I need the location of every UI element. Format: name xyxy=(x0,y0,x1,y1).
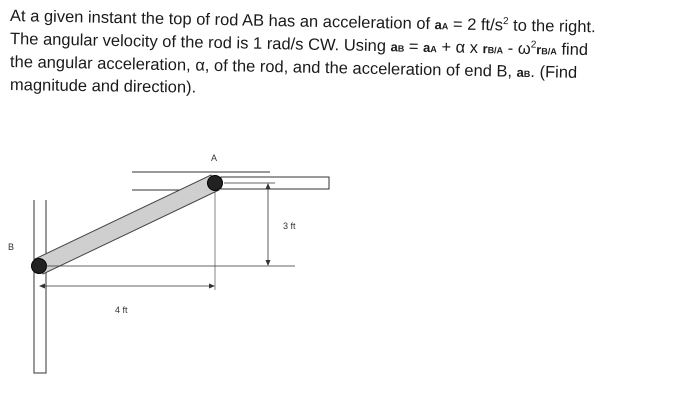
superscript: 2 xyxy=(502,15,509,28)
symbol-alpha: α xyxy=(195,56,206,75)
text-segment: - xyxy=(502,39,518,58)
symbol-a: a xyxy=(434,17,443,33)
superscript: 2 xyxy=(530,39,537,51)
label-B: B xyxy=(8,242,15,252)
subscript-A: A xyxy=(430,44,437,55)
symbol-r: r xyxy=(536,42,542,58)
symbol-omega: ω xyxy=(517,39,531,58)
label-4ft: 4 ft xyxy=(115,305,128,315)
subscript-B: B xyxy=(397,43,405,54)
rod-AB xyxy=(35,175,219,274)
subscript-BA: B/A xyxy=(487,45,504,56)
text-segment: + xyxy=(436,38,456,57)
symbol-a: a xyxy=(516,64,525,80)
text-segment: . (Find xyxy=(530,62,578,82)
text-segment: The angular velocity of the rod is 1 rad/s CW. Using xyxy=(9,30,391,56)
symbol-a: a xyxy=(390,39,398,55)
label-3ft: 3 ft xyxy=(283,221,296,231)
problem-line-4: magnitude and direction). xyxy=(9,76,197,97)
pin-A xyxy=(208,176,223,191)
text-segment: the angular acceleration, xyxy=(9,53,196,75)
symbol-a: a xyxy=(422,39,431,56)
subscript-A: A xyxy=(441,21,449,32)
subscript-BA: B/A xyxy=(541,46,557,57)
text-segment: , of the rod, and the acceleration of end B, xyxy=(204,56,517,81)
symbol-alpha: α xyxy=(455,38,466,57)
subscript-B: B xyxy=(523,68,531,79)
arrowhead xyxy=(209,284,215,289)
symbol-r: r xyxy=(482,41,488,57)
pin-B xyxy=(32,259,47,274)
text-segment: = xyxy=(404,37,424,56)
arrowhead xyxy=(266,260,271,266)
text-segment: find xyxy=(556,40,589,60)
text-segment: = 2 ft/s xyxy=(448,15,504,35)
text-segment: At a given instant the top of rod AB has an acceleration of xyxy=(9,7,435,34)
text-segment: to the right. xyxy=(508,16,596,37)
label-A: A xyxy=(211,153,218,163)
text-segment: x xyxy=(465,38,483,58)
